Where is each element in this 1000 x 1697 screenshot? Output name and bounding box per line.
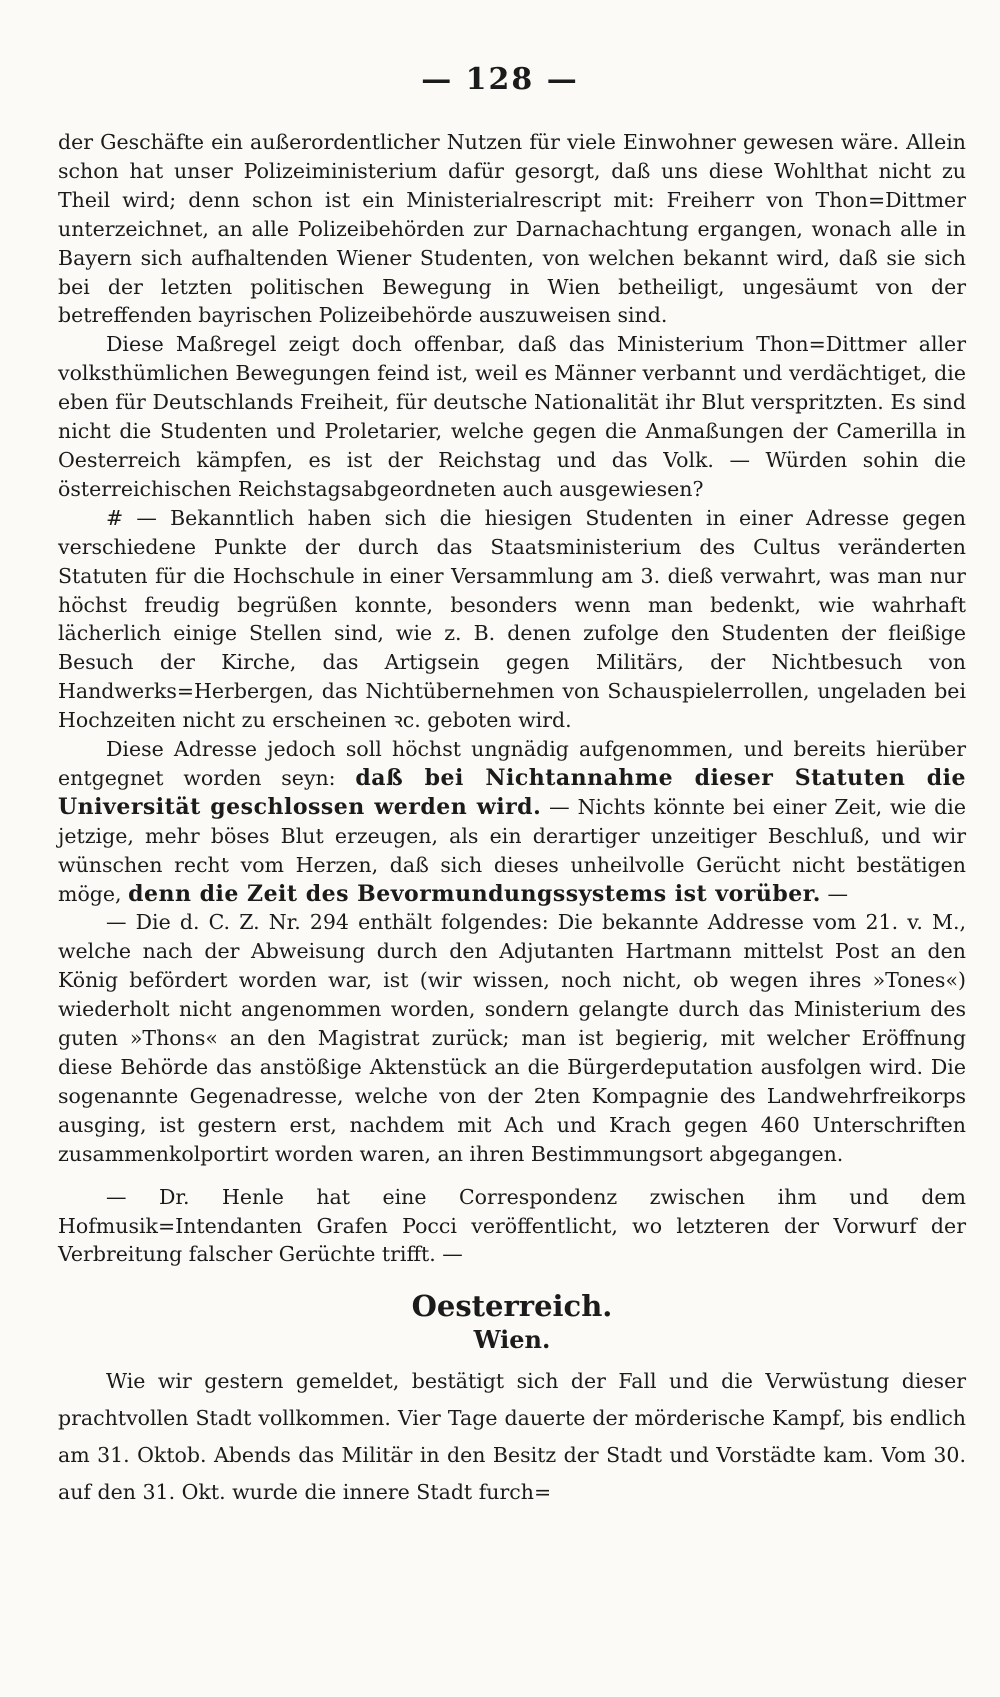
subsection-title: Wien. xyxy=(473,1325,551,1355)
paragraph-4 xyxy=(58,735,966,908)
paragraph-3: # — Bekanntlich haben sich die hiesigen Studenten in einer Adresse gegen verschiedene Punkte der durch das Staatsministerium des Cultus veränderten Statuten für die Hochschule in einer Versammlung am 3. dieß verwahrt, was man nur höchst freudig begrüßen konnte, besonders wenn man bedenkt, wie wahrhaft lächerlich einige Stellen sind, wie z. B. denen zufolge den Studenten der fleißige Besuch der Kirche, das Artigsein gegen Militärs, der Nichtbesuch von Handwerks=Herbergen, das Nichtübernehmen von Schauspielerrollen, ungeladen bei Hochzeiten nicht zu erscheinen ꝛc. geboten wird. xyxy=(58,505,966,733)
article-text xyxy=(58,128,966,1511)
paragraph-6: — Dr. Henle hat eine Correspondenz zwischen ihm und dem Hofmusik=Intendanten Grafen Pocci veröffentlicht, wo letzteren der Vorwurf der Verbreitung falscher Gerüchte trifft. — xyxy=(58,1184,966,1267)
p4-text-e: — xyxy=(820,881,848,906)
paragraph-2: Diese Maßregel zeigt doch offenbar, daß das Ministerium Thon=Dittmer aller volksthümlichen Bewegungen feind ist, weil es Männer verbannt und verdächtiget, die eben für Deutschlands Freiheit, für deutsche Nationalität ihr Blut verspritzten. Es sind nicht die Studenten und Proletarier, welche gegen die Anmaßungen der Camerilla in Oesterreich kämpfen, es ist der Reichstag und das Volk. — Würden sohin die österreichischen Reichstagsabgeordneten auch ausgewiesen? xyxy=(58,332,966,501)
paragraph-1: der Geschäfte ein außerordentlicher Nutzen für viele Einwohner gewesen wäre. Allein schon hat unser Polizeiministerium dafür gesorgt, daß uns diese Wohlthat nicht zu Theil wird; denn schon ist ein Ministerialrescript mit: Freiherr von Thon=Dittmer unterzeichnet, an alle Polizeibehörden zur Darnachachtung ergangen, wonach alle in Bayern sich aufhaltenden Wiener Studenten, von welchen bekannt wird, daß sie sich bei der letzten politischen Bewegung in Wien betheiligt, ungesäumt von der betreffenden bayrischen Polizeibehörde auszuweisen sind. xyxy=(58,130,966,328)
p4-emphasis-2: denn die Zeit des Bevormundungssystems ist vorüber. xyxy=(128,880,821,907)
p4-text-a: Diese Adresse jedoch soll höchst ungnädig aufgenommen, und bereits hierüber entgegnet worden seyn: xyxy=(58,737,966,790)
paragraph-7: Wie wir gestern gemeldet, bestätigt sich der Fall und die Verwüstung dieser prachtvollen Stadt vollkommen. Vier Tage dauerte der mörderische Kampf, bis endlich am 31. Oktob. Abends das Militär in den Besitz der Stadt und Vorstädte kam. Vom 30. auf den 31. Okt. wurde die innere Stadt furch= xyxy=(58,1369,966,1505)
section-title: Oesterreich. xyxy=(411,1289,613,1324)
paragraph-5: — Die d. C. Z. Nr. 294 enthält folgendes: Die bekannte Addresse vom 21. v. M., welche nach der Abweisung durch den Adjutanten Hartmann mittelst Post an den König befördert worden war, ist (wir wissen, noch nicht, ob wegen ihres »Tones«) wiederholt nicht angenommen worden, sondern gelangte durch das Ministerium des guten »Thons« an den Magistrat zurück; man ist begierig, mit welcher Eröffnung diese Behörde das anstößige Aktenstück an die Bürgerdeputation ausfolgen wird. Die sogenannte Gegenadresse, welche von der 2ten Kompagnie des Landwehrfreikorps ausging, ist gestern erst, nachdem mit Ach und Krach gegen 460 Unterschriften zusammenkolportirt worden waren, an ihren Bestimmungsort abgegangen. xyxy=(58,910,966,1166)
p4-emphasis-1: daß bei Nichtannahme dieser Statuten die Universität geschlossen werden wird. xyxy=(58,764,966,820)
page-number: — 128 — xyxy=(421,62,579,97)
p4-text-c: — Nichts könnte bei einer Zeit, wie die jetzige, mehr böses Blut erzeugen, als ein derartiger unzeitiger Beschluß, und wir wünschen recht vom Herzen, daß sich dieses unheilvolle Gerücht nicht bestätigen möge, xyxy=(58,794,966,906)
